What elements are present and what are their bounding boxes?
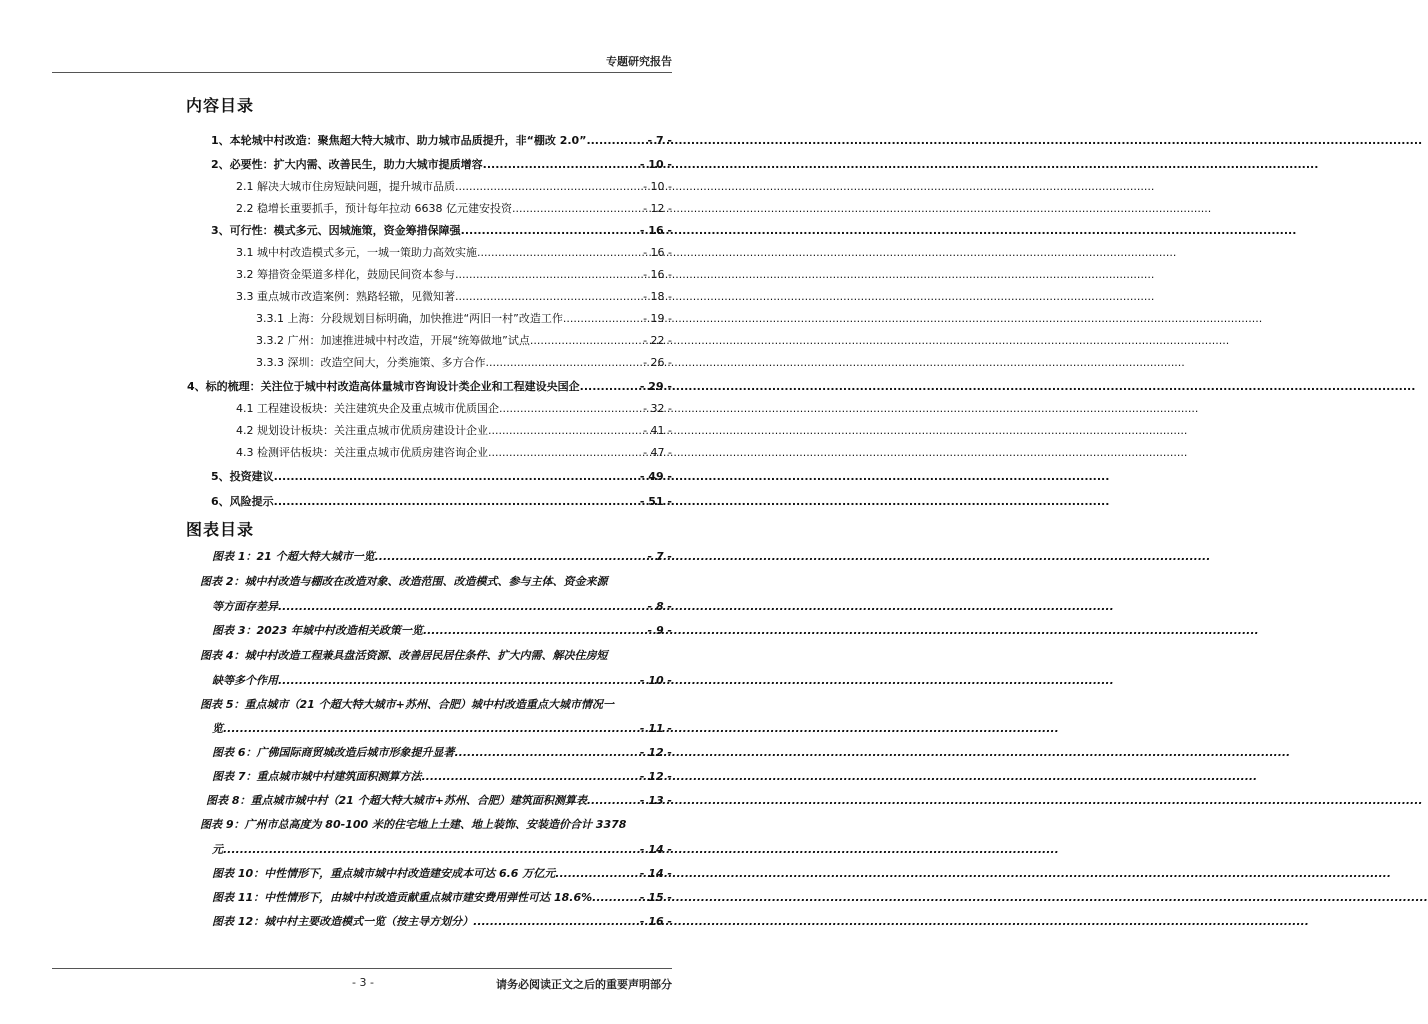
figure-entry-7[interactable] bbox=[212, 768, 672, 784]
leader-dots bbox=[563, 312, 642, 325]
figure-entry-page: - 10 - bbox=[639, 674, 672, 687]
toc-entry-text: 3.1 城中村改造模式多元，一城一策助力高效实施 bbox=[236, 246, 477, 259]
toc-entry-page: - 12 - bbox=[643, 202, 672, 215]
figure-entry-12[interactable] bbox=[212, 913, 672, 929]
figure-entry-2-cont[interactable] bbox=[212, 598, 672, 614]
toc-entry-page: - 26 - bbox=[643, 356, 672, 369]
figure-entry-page: - 12 - bbox=[639, 770, 672, 783]
toc-entry-3-2[interactable] bbox=[236, 266, 672, 282]
toc-entry-text: 4.3 检测评估板块：关注重点城市优质房建咨询企业 bbox=[236, 446, 488, 459]
figure-entry-page: - 14 - bbox=[639, 843, 672, 856]
figure-entry-9[interactable] bbox=[200, 816, 672, 832]
figure-entry-text-cont: 览 bbox=[212, 722, 223, 735]
figure-entry-text: 图表 7：重点城市城中村建筑面积测算方法 bbox=[212, 770, 422, 783]
toc-entry-4-1[interactable] bbox=[236, 400, 672, 416]
figure-entry-text: 图表 5：重点城市（21 个超大特大城市+苏州、合肥）城中村改造重点大城市情况一 bbox=[200, 698, 614, 711]
toc-entry-page: - 18 - bbox=[643, 290, 672, 303]
figure-entry-page: - 13 - bbox=[639, 794, 672, 807]
figure-entry-page: - 7 - bbox=[647, 550, 672, 563]
leader-dots bbox=[477, 246, 642, 259]
toc-entry-4[interactable] bbox=[187, 378, 672, 394]
figure-entry-text: 图表 10：中性情形下，重点城市城中村改造建安成本可达 6.6 万亿元 bbox=[212, 867, 556, 880]
toc-entry-page: - 29 - bbox=[639, 380, 672, 393]
toc-entry-text: 5、投资建议 bbox=[211, 470, 274, 483]
toc-entry-text: 3.3.2 广州：加速推进城中村改造，开展“统筹做地”试点 bbox=[256, 334, 530, 347]
leader-dots bbox=[274, 470, 639, 483]
toc-entry-page: - 22 - bbox=[643, 334, 672, 347]
toc-entry-text: 2.2 稳增长重要抓手，预计每年拉动 6638 亿元建安投资 bbox=[236, 202, 512, 215]
leader-dots bbox=[483, 158, 639, 171]
leader-dots bbox=[278, 674, 639, 687]
figure-entry-page: - 8 - bbox=[647, 600, 672, 613]
page-number: - 3 - bbox=[352, 976, 374, 989]
figure-entry-text: 图表 3：2023 年城中村改造相关政策一览 bbox=[212, 624, 423, 637]
leader-dots bbox=[375, 550, 647, 563]
leader-dots bbox=[488, 446, 642, 459]
figure-entry-text: 图表 8：重点城市城中村（21 个超大特大城市+苏州、合肥）建筑面积测算表 bbox=[206, 794, 587, 807]
toc-entry-page: - 47 - bbox=[643, 446, 672, 459]
figure-entry-4-cont[interactable] bbox=[212, 672, 672, 688]
toc-entry-3-3-2[interactable] bbox=[256, 332, 672, 348]
figure-entry-page: - 14 - bbox=[639, 867, 672, 880]
disclaimer-note: 请务必阅读正文之后的重要声明部分 bbox=[496, 978, 672, 991]
figure-entry-11[interactable] bbox=[212, 889, 672, 905]
figure-entry-2[interactable] bbox=[200, 573, 672, 589]
leader-dots bbox=[499, 402, 642, 415]
leader-dots bbox=[278, 600, 647, 613]
toc-entry-1[interactable] bbox=[211, 132, 672, 148]
figure-entry-text: 图表 1：21 个超大特大城市一览 bbox=[212, 550, 375, 563]
footer-divider bbox=[52, 968, 672, 969]
figure-entry-text-cont: 缺等多个作用 bbox=[212, 674, 278, 687]
figure-entry-9-cont[interactable] bbox=[212, 841, 672, 857]
leader-dots bbox=[485, 356, 642, 369]
figure-entry-text: 图表 9：广州市总高度为 80-100 米的住宅地上土建、地上装饰、安装造价合计 3378 bbox=[200, 818, 627, 831]
figure-entry-page: - 9 - bbox=[647, 624, 672, 637]
figure-entry-10[interactable] bbox=[212, 865, 672, 881]
figure-entry-5-cont[interactable] bbox=[212, 720, 672, 736]
toc-entry-page: - 10 - bbox=[639, 158, 672, 171]
toc-entry-page: - 19 - bbox=[643, 312, 672, 325]
leader-dots bbox=[488, 424, 642, 437]
toc-entry-3-1[interactable] bbox=[236, 244, 672, 260]
toc-entry-3[interactable] bbox=[211, 222, 672, 238]
toc-entry-text: 6、风险提示 bbox=[211, 495, 274, 508]
toc-entry-page: - 10 - bbox=[643, 180, 672, 193]
leader-dots bbox=[580, 380, 639, 393]
toc-entry-2-2[interactable] bbox=[236, 200, 672, 216]
toc-entry-text: 4.1 工程建设板块：关注建筑央企及重点城市优质国企 bbox=[236, 402, 499, 415]
leader-dots bbox=[455, 268, 642, 281]
toc-entry-page: - 32 - bbox=[643, 402, 672, 415]
leader-dots bbox=[512, 202, 642, 215]
leader-dots bbox=[530, 334, 642, 347]
leader-dots bbox=[455, 290, 642, 303]
toc-entry-2[interactable] bbox=[211, 156, 672, 172]
figure-index-title: 图表目录 bbox=[186, 520, 255, 539]
header-divider bbox=[52, 72, 672, 73]
toc-entry-text: 2.1 解决大城市住房短缺问题，提升城市品质 bbox=[236, 180, 455, 193]
toc-entry-text: 2、必要性：扩大内需、改善民生，助力大城市提质增容 bbox=[211, 158, 483, 171]
leader-dots bbox=[454, 746, 638, 759]
figure-entry-page: - 11 - bbox=[639, 722, 672, 735]
toc-entry-text: 3、可行性：模式多元、因城施策，资金筹措保障强 bbox=[211, 224, 461, 237]
figure-entry-text-cont: 元 bbox=[212, 843, 223, 856]
leader-dots bbox=[461, 224, 639, 237]
figure-entry-8[interactable] bbox=[206, 792, 672, 808]
toc-entry-3-3[interactable] bbox=[236, 288, 672, 304]
figure-entry-page: - 16 - bbox=[639, 915, 672, 928]
report-type-label: 专题研究报告 bbox=[606, 55, 672, 68]
figure-entry-4[interactable] bbox=[200, 647, 672, 663]
toc-entry-4-3[interactable] bbox=[236, 444, 672, 460]
leader-dots bbox=[423, 624, 647, 637]
toc-entry-page: - 51 - bbox=[639, 495, 672, 508]
figure-entry-3[interactable] bbox=[212, 622, 672, 638]
leader-dots bbox=[223, 843, 639, 856]
figure-entry-text-cont: 等方面存差异 bbox=[212, 600, 278, 613]
figure-entry-page: - 15 - bbox=[639, 891, 672, 904]
toc-title: 内容目录 bbox=[186, 96, 255, 115]
leader-dots bbox=[555, 867, 639, 880]
leader-dots bbox=[274, 495, 639, 508]
figure-entry-text: 图表 4：城中村改造工程兼具盘活资源、改善居民居住条件、扩大内需、解决住房短 bbox=[200, 649, 608, 662]
leader-dots bbox=[421, 770, 638, 783]
figure-entry-1[interactable] bbox=[212, 548, 672, 564]
figure-entry-text: 图表 2：城中村改造与棚改在改造对象、改造范围、改造模式、参与主体、资金来源 bbox=[200, 575, 608, 588]
leader-dots bbox=[587, 794, 639, 807]
toc-entry-text: 3.3 重点城市改造案例：熟路轻辙，见微知著 bbox=[236, 290, 455, 303]
toc-entry-text: 4.2 规划设计板块：关注重点城市优质房建设计企业 bbox=[236, 424, 488, 437]
leader-dots bbox=[592, 891, 639, 904]
leader-dots bbox=[455, 180, 642, 193]
toc-entry-page: - 16 - bbox=[639, 224, 672, 237]
toc-entry-6[interactable] bbox=[211, 493, 672, 509]
toc-entry-text: 3.2 筹措资金渠道多样化，鼓励民间资本参与 bbox=[236, 268, 455, 281]
toc-entry-page: - 16 - bbox=[643, 268, 672, 281]
toc-entry-text: 1、本轮城中村改造：聚焦超大特大城市、助力城市品质提升，非“棚改 2.0” bbox=[211, 134, 587, 147]
toc-entry-page: - 7 - bbox=[647, 134, 672, 147]
figure-entry-6[interactable] bbox=[212, 744, 672, 760]
figure-entry-5[interactable] bbox=[200, 696, 672, 712]
figure-entry-text: 图表 6：广佛国际商贸城改造后城市形象提升显著 bbox=[212, 746, 455, 759]
toc-entry-text: 3.3.3 深圳：改造空间大，分类施策、多方合作 bbox=[256, 356, 486, 369]
toc-entry-page: - 49 - bbox=[639, 470, 672, 483]
figure-entry-page: - 12 - bbox=[639, 746, 672, 759]
toc-entry-text: 3.3.1 上海：分段规划目标明确，加快推进“两旧一村”改造工作 bbox=[256, 312, 563, 325]
toc-entry-4-2[interactable] bbox=[236, 422, 672, 438]
toc-entry-3-3-3[interactable] bbox=[256, 354, 672, 370]
toc-entry-5[interactable] bbox=[211, 468, 672, 484]
toc-entry-2-1[interactable] bbox=[236, 178, 672, 194]
toc-entry-page: - 16 - bbox=[643, 246, 672, 259]
toc-entry-text: 4、标的梳理：关注位于城中村改造高体量城市咨询设计类企业和工程建设央国企 bbox=[187, 380, 580, 393]
figure-entry-text: 图表 11：中性情形下，由城中村改造贡献重点城市建安费用弹性可达 18.6% bbox=[212, 891, 593, 904]
leader-dots bbox=[223, 722, 639, 735]
toc-entry-3-3-1[interactable] bbox=[256, 310, 672, 326]
figure-entry-text: 图表 12：城中村主要改造模式一览（按主导方划分） bbox=[212, 915, 474, 928]
toc-entry-page: - 41 - bbox=[643, 424, 672, 437]
leader-dots bbox=[473, 915, 639, 928]
leader-dots bbox=[586, 134, 646, 147]
